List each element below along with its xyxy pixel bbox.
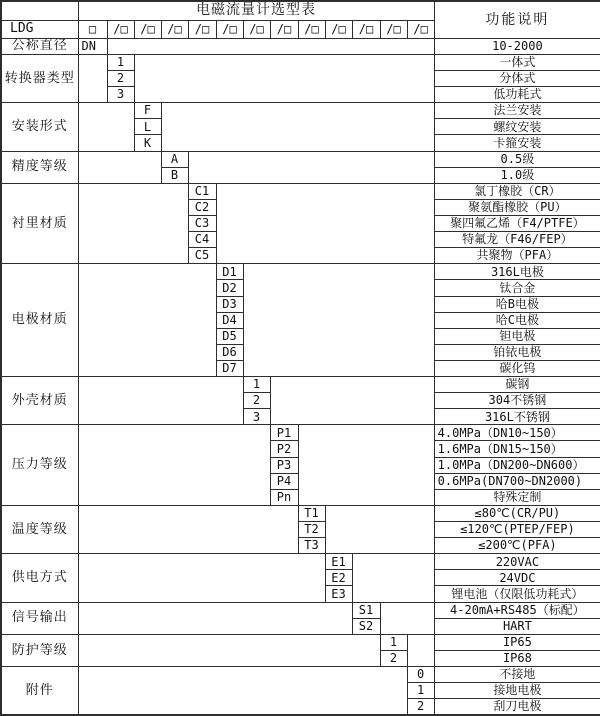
model-slot-cell: /□: [243, 20, 270, 38]
function-desc-cell: 316L不锈钢: [434, 409, 600, 425]
function-desc-cell: 24VDC: [434, 570, 600, 586]
code-cell: T3: [298, 538, 325, 554]
spacer: [78, 554, 325, 602]
function-desc-cell: 螺纹安装: [434, 119, 600, 135]
code-cell: P2: [270, 441, 298, 457]
function-desc-cell: 共聚物（PFA）: [434, 248, 600, 264]
code-cell: P3: [270, 457, 298, 473]
function-desc-cell: 接地电极: [434, 683, 600, 699]
spacer: [78, 425, 270, 506]
function-desc-cell: 哈C电极: [434, 312, 600, 328]
spacer: [78, 183, 188, 264]
code-cell: S1: [352, 602, 380, 618]
category-label: 转换器类型: [1, 54, 78, 102]
code-cell: L: [134, 119, 161, 135]
code-cell: T1: [298, 505, 325, 521]
function-desc-cell: 哈B电极: [434, 296, 600, 312]
code-cell: A: [161, 151, 188, 167]
code-cell: 2: [380, 650, 407, 666]
code-cell: P4: [270, 473, 298, 489]
code-cell: S2: [352, 618, 380, 634]
model-slot-cell: /□: [134, 20, 161, 38]
code-cell: C3: [188, 215, 216, 231]
spacer: [78, 54, 107, 102]
code-cell: C1: [188, 183, 216, 199]
spacer: [78, 602, 352, 634]
spacer: [78, 667, 407, 715]
function-desc-cell: ≤120℃(PTEP/FEP): [434, 522, 600, 538]
model-slot-cell: /□: [325, 20, 352, 38]
spacer: [78, 264, 216, 377]
category-label: 安装形式: [1, 103, 78, 151]
model-slot-cell: /□: [216, 20, 243, 38]
spacer: [78, 103, 134, 151]
function-desc-cell: 钽电极: [434, 328, 600, 344]
code-cell: B: [161, 167, 188, 183]
function-desc-cell: 聚氨酯橡胶（PU）: [434, 199, 600, 215]
function-desc-cell: ≤200℃(PFA): [434, 538, 600, 554]
code-cell: T2: [298, 522, 325, 538]
function-desc-cell: 聚四氟乙烯（F4/PTFE）: [434, 215, 600, 231]
code-cell: D4: [216, 312, 243, 328]
spacer: [78, 151, 161, 183]
model-slot-cell: /□: [107, 20, 134, 38]
function-desc-cell: 分体式: [434, 70, 600, 86]
spacer: [352, 554, 434, 602]
code-cell: 1: [380, 634, 407, 650]
model-box-cell: □: [78, 20, 107, 38]
function-desc-cell: 304不锈钢: [434, 393, 600, 409]
model-slot-cell: /□: [298, 20, 325, 38]
function-desc-cell: 220VAC: [434, 554, 600, 570]
code-cell: P1: [270, 425, 298, 441]
spacer: [407, 634, 434, 666]
model-slot-cell: /□: [407, 20, 434, 38]
code-cell: 1: [407, 683, 434, 699]
spacer: [107, 38, 434, 54]
code-cell: D7: [216, 360, 243, 376]
code-cell: D2: [216, 280, 243, 296]
spacer: [188, 151, 434, 183]
category-label: 温度等级: [1, 505, 78, 553]
function-desc-cell: 特氟龙（F46/FEP）: [434, 232, 600, 248]
code-cell: C2: [188, 199, 216, 215]
code-cell: E1: [325, 554, 352, 570]
category-label: 衬里材质: [1, 183, 78, 264]
function-desc-cell: 特殊定制: [434, 489, 600, 505]
code-cell: 3: [243, 409, 270, 425]
category-label: 公称直径: [1, 38, 78, 54]
category-label: 精度等级: [1, 151, 78, 183]
function-desc-cell: 法兰安装: [434, 103, 600, 119]
code-cell: 2: [107, 70, 134, 86]
function-desc-cell: 钛合金: [434, 280, 600, 296]
function-desc-cell: 氯丁橡胶（CR）: [434, 183, 600, 199]
category-label: 供电方式: [1, 554, 78, 602]
function-desc-cell: 卡箍安装: [434, 135, 600, 151]
model-slot-cell: /□: [380, 20, 407, 38]
function-desc-cell: 1.6MPa（DN15~150）: [434, 441, 600, 457]
code-cell: D1: [216, 264, 243, 280]
function-desc-cell: IP65: [434, 634, 600, 650]
spacer: [270, 377, 434, 425]
category-label: 电极材质: [1, 264, 78, 377]
code-cell: E2: [325, 570, 352, 586]
code-cell: E3: [325, 586, 352, 602]
spacer: [78, 634, 380, 666]
function-desc-cell: 刮刀电极: [434, 699, 600, 715]
code-cell: D6: [216, 344, 243, 360]
function-desc-cell: 0.6MPa(DN700~DN2000): [434, 473, 600, 489]
function-desc-cell: 1.0MPa（DN200~DN600）: [434, 457, 600, 473]
category-label: 防护等级: [1, 634, 78, 666]
function-desc-cell: 4.0MPa（DN10~150）: [434, 425, 600, 441]
code-cell: K: [134, 135, 161, 151]
function-desc-cell: ≤80℃(CR/PU): [434, 505, 600, 521]
model-slot-cell: /□: [188, 20, 216, 38]
table-title: 电磁流量计选型表: [78, 1, 434, 20]
spacer: [380, 602, 434, 634]
function-desc-cell: 316L电极: [434, 264, 600, 280]
function-desc-cell: IP68: [434, 650, 600, 666]
code-cell: C5: [188, 248, 216, 264]
code-cell: 2: [407, 699, 434, 715]
function-desc-cell: 碳化钨: [434, 360, 600, 376]
function-desc-cell: 4-20mA+RS485（标配）: [434, 602, 600, 618]
spacer: [78, 505, 298, 553]
spacer: [325, 505, 434, 553]
model-slot-cell: /□: [270, 20, 298, 38]
function-desc-cell: 碳钢: [434, 377, 600, 393]
code-cell: DN: [78, 38, 107, 54]
function-desc-cell: 1.0级: [434, 167, 600, 183]
code-cell: 0: [407, 667, 434, 683]
corner-cell: [1, 1, 78, 20]
code-cell: F: [134, 103, 161, 119]
code-cell: D5: [216, 328, 243, 344]
code-cell: D3: [216, 296, 243, 312]
code-cell: Pn: [270, 489, 298, 505]
spacer: [134, 54, 434, 102]
category-label: 外壳材质: [1, 377, 78, 425]
spacer: [78, 377, 243, 425]
code-cell: 2: [243, 393, 270, 409]
spacer: [298, 425, 434, 506]
function-desc-cell: 低功耗式: [434, 87, 600, 103]
code-cell: 1: [243, 377, 270, 393]
category-label: 附件: [1, 667, 78, 715]
model-slot-cell: /□: [161, 20, 188, 38]
function-desc-cell: 0.5级: [434, 151, 600, 167]
spacer: [216, 183, 434, 264]
category-label: 压力等级: [1, 425, 78, 506]
model-prefix: LDG: [1, 20, 78, 38]
function-desc-cell: 铂铱电极: [434, 344, 600, 360]
code-cell: C4: [188, 232, 216, 248]
code-cell: 1: [107, 54, 134, 70]
code-cell: 3: [107, 87, 134, 103]
spacer: [243, 264, 434, 377]
function-desc-cell: 10-2000: [434, 38, 600, 54]
function-desc-cell: 不接地: [434, 667, 600, 683]
spacer: [161, 103, 434, 151]
function-column-header: 功能说明: [434, 1, 600, 38]
model-slot-cell: /□: [352, 20, 380, 38]
function-desc-cell: 锂电池（仅限低功耗式）: [434, 586, 600, 602]
category-label: 信号输出: [1, 602, 78, 634]
function-desc-cell: HART: [434, 618, 600, 634]
function-desc-cell: 一体式: [434, 54, 600, 70]
